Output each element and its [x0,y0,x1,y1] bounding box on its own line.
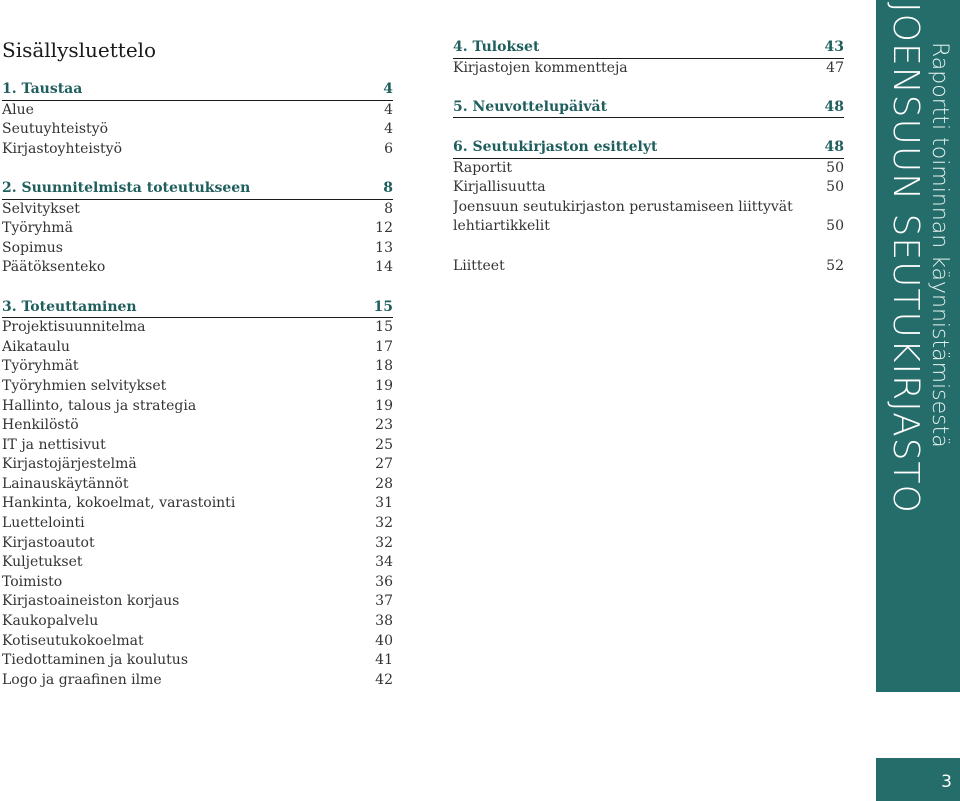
toc-entry-page: 41 [375,652,393,669]
toc-entry-label: Hankinta, kokoelmat, varastointi [2,495,236,512]
toc-entry [2,318,393,338]
toc-entry-label: Selvitykset [2,200,80,217]
toc-entry-page: 17 [375,338,393,355]
toc-entry-page: 4 [384,101,393,118]
toc-entry-label: 5. Neuvottelupäivät [453,98,608,115]
toc-entry-page: 32 [375,515,393,532]
toc-spacer [453,118,844,138]
side-title-band [876,0,960,692]
toc-entry-page: 18 [375,358,393,375]
toc-entry-label: 6. Seutukirjaston esittelyt [453,138,658,155]
toc-entry-label: lehtiartikkelit [453,218,550,235]
toc-entry [2,651,393,671]
toc-entry-label: Hallinto, talous ja strategia [2,397,197,414]
toc-section-heading [453,138,844,159]
toc-entry [2,553,393,573]
toc-entry-label: Alue [2,101,34,118]
toc-entry-page: 38 [375,613,393,630]
toc-left-column [2,80,393,690]
toc-entry-page: 52 [826,257,844,274]
toc-entry-label: Kirjastoaineiston korjaus [2,593,180,610]
toc-section-heading [2,298,393,319]
toc-entry-page: 13 [375,239,393,256]
toc-entry [2,258,393,278]
toc-entry-label: 4. Tulokset [453,39,540,55]
toc-entry-page: 42 [375,671,393,688]
toc-entry-page: 28 [375,475,393,492]
toc-section-heading [2,80,393,101]
side-title-text [876,0,960,692]
toc-entry [2,573,393,593]
toc-entry-label: Työryhmät [2,358,79,375]
toc-entry-label: Työryhmä [2,220,73,237]
toc-entry-page: 50 [826,159,844,176]
toc-entry [453,198,844,218]
toc-entry-page: 48 [824,98,844,115]
toc-entry-label: 1. Taustaa [2,81,83,97]
toc-entry-label: Kirjallisuutta [453,179,546,196]
toc-entry [453,59,844,79]
toc-entry [2,357,393,377]
toc-spacer [453,237,844,257]
toc-entry-page: 25 [375,436,393,453]
toc-entry [2,671,393,691]
toc-entry [2,494,393,514]
toc-entry [2,514,393,534]
publication-title: JOENSUUN SEUTUKIRJASTO [885,2,926,514]
toc-entry [453,178,844,198]
toc-entry-label: Kaukopalvelu [2,613,99,630]
toc-entry [2,338,393,358]
toc-entry-label: Kotiseutukokoelmat [2,632,144,649]
toc-entry-page: 43 [824,39,844,55]
toc-spacer [2,159,393,179]
toc-entry [2,239,393,259]
toc-entry [2,475,393,495]
toc-entry-page: 47 [826,59,844,76]
toc-entry [2,416,393,436]
toc-section-heading [2,179,393,200]
toc-entry-page: 15 [373,298,393,315]
toc-entry-page: 34 [375,554,393,571]
toc-entry-page: 8 [383,179,393,196]
toc-entry [2,200,393,220]
toc-entry-page: 15 [375,319,393,336]
toc-entry-label: Kuljetukset [2,554,83,571]
page-number: 3 [941,772,952,792]
toc-entry-label: Toimisto [2,573,63,590]
toc-entry-page: 6 [384,140,393,157]
toc-entry [2,219,393,239]
toc-entry-label: Kirjastoyhteistyö [2,140,123,157]
toc-entry [2,436,393,456]
toc-entry-page: 36 [375,573,393,590]
toc-entry-label: Kirjastoautot [2,534,95,551]
toc-entry-page: 32 [375,534,393,551]
toc-entry-page: 48 [824,138,844,155]
toc-section-heading [453,98,844,119]
toc-entry-label: Kirjastojärjestelmä [2,456,137,473]
toc-entry-label: Sopimus [2,239,63,256]
toc-entry-label: Seutuyhteistyö [2,121,108,138]
toc-entry-label: Joensuun seutukirjaston perustamiseen liittyvät [453,198,793,215]
toc-entry [2,455,393,475]
toc-entry-label: 2. Suunnitelmista toteutukseen [2,179,251,196]
toc-entry [2,534,393,554]
toc-entry-page: 31 [375,495,393,512]
toc-entry-page: 4 [383,81,393,97]
toc-entry-label: Kirjastojen kommentteja [453,59,628,76]
toc-entry-label: Raportit [453,159,513,176]
toc-entry [453,217,844,237]
toc-spacer [2,278,393,298]
toc-entry-label: Päätöksenteko [2,259,106,276]
toc-entry [453,159,844,179]
toc-entry-label: Aikataulu [2,338,70,355]
toc-entry-label: Liitteet [453,257,505,274]
toc-entry-page: 4 [384,121,393,138]
toc-entry [2,592,393,612]
toc-entry [2,397,393,417]
toc-entry [2,120,393,140]
toc-entry-page: 14 [375,259,393,276]
toc-entry-page: 37 [375,593,393,610]
toc-right-column [453,38,844,276]
toc-entry-page: 27 [375,456,393,473]
toc-entry-label: Tiedottaminen ja koulutus [2,652,188,669]
toc-spacer [453,78,844,98]
toc-entry [2,140,393,160]
toc-entry-label: IT ja nettisivut [2,436,106,453]
toc-entry-page: 50 [826,218,844,235]
publication-subtitle: Raportti toiminnan käynnistämisestä [927,42,952,448]
toc-section-heading [453,38,844,59]
toc-title: Sisällysluettelo [2,38,157,62]
toc-entry-label: 3. Toteuttaminen [2,298,137,315]
toc-entry [2,632,393,652]
toc-entry [2,377,393,397]
toc-entry-page: 40 [375,632,393,649]
toc-entry-label: Henkilöstö [2,417,79,434]
toc-entry-page: 12 [375,220,393,237]
toc-entry [2,101,393,121]
toc-entry-label: Luettelointi [2,515,85,532]
toc-entry-page: 19 [375,377,393,394]
toc-entry-page: 8 [384,200,393,217]
toc-entry [2,612,393,632]
page-number-box [876,758,960,801]
toc-entry-label: Työryhmien selvitykset [2,377,167,394]
toc-entry [453,257,844,277]
toc-entry-label: Projektisuunnitelma [2,319,146,336]
toc-entry-page: 50 [826,179,844,196]
toc-entry-page: 19 [375,397,393,414]
toc-entry-page: 23 [375,417,393,434]
toc-entry-label: Lainauskäytännöt [2,475,129,492]
toc-entry-label: Logo ja graafinen ilme [2,671,162,688]
